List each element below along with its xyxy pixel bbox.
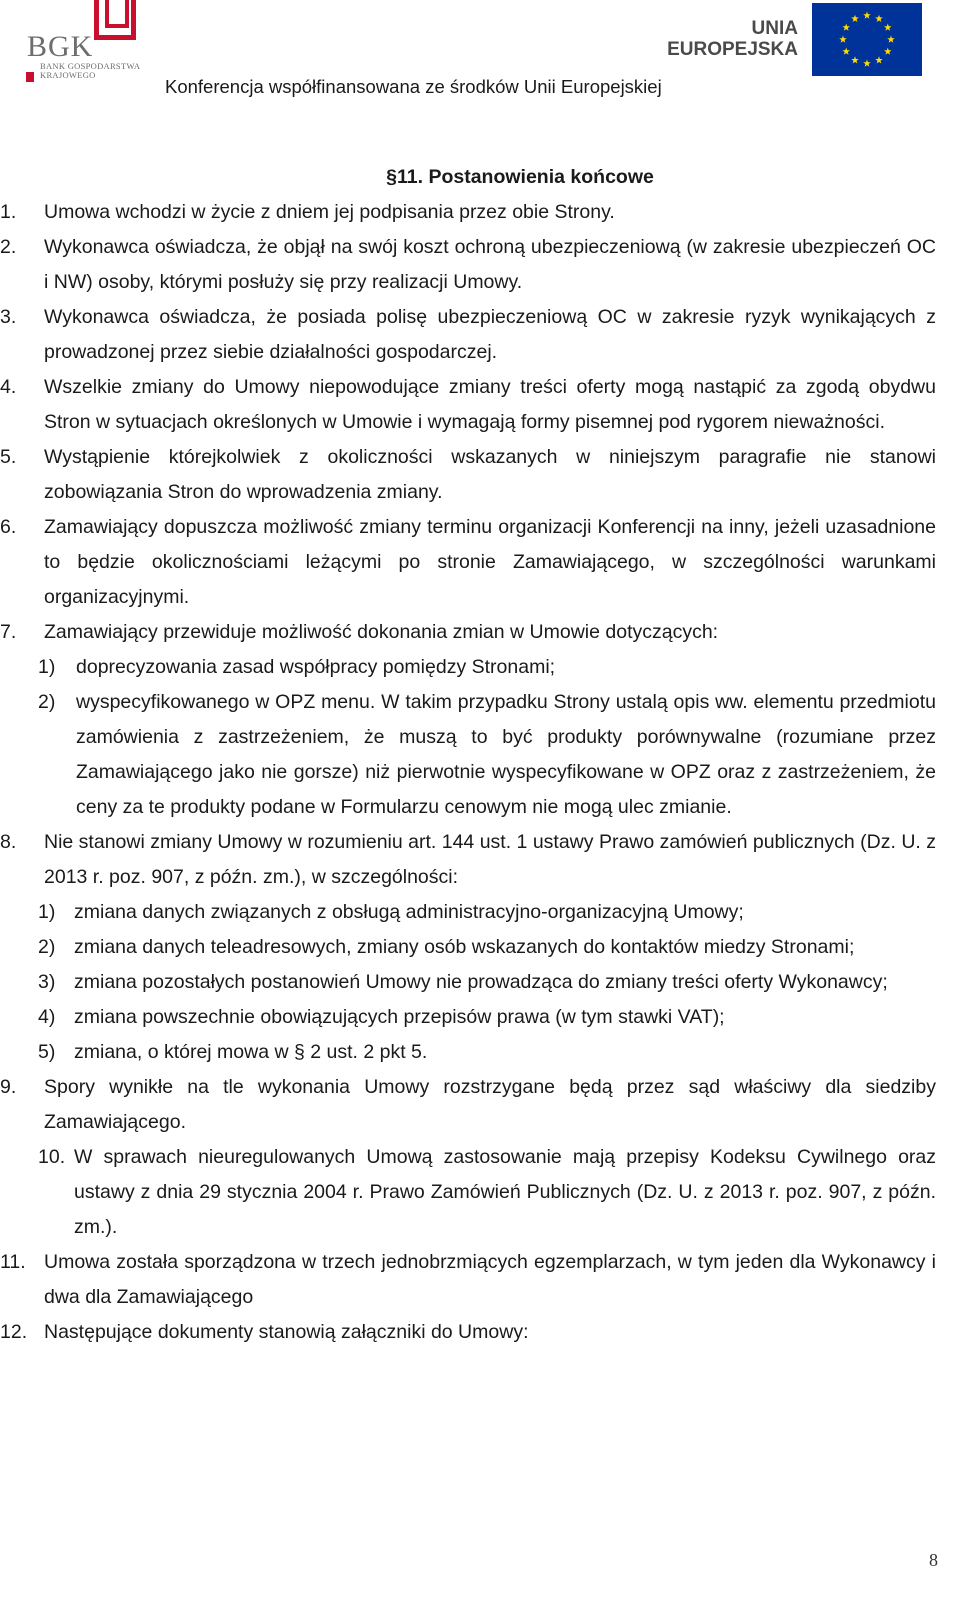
document-body [0, 160, 960, 1350]
list-item: 5. Wystąpienie którejkolwiek z okoliczności wskazanych w niniejszym paragrafie nie stanowi zobowiązania Stron do wprowadzenia zmiany. [0, 446, 936, 503]
sub-list-item: 2) wyspecyfikowanego w OPZ menu. W takim przypadku Strony ustalą opis ww. elementu przedmiotu zamówienia z zastrzeżeniem, że muszą to być produkty porównywalne (rozumiane przez Zamawiającego jako nie gorsze) niż pierwotnie wyspecyfikowane w OPZ oraz z zastrzeżeniem, że ceny za te produkty podane w Formularzu cenowym nie mogą ulec zmianie. [38, 691, 936, 818]
bgk-logo-mark [94, 0, 136, 40]
list-item: 8. Nie stanowi zmiany Umowy w rozumieniu art. 144 ust. 1 ustawy Prawo zamówień publicznych (Dz. U. z 2013 r. poz. 907, z późn. zm.), w szczególności: [0, 831, 936, 888]
list-item: 10. W sprawach nieuregulowanych Umową zastosowanie mają przepisy Kodeksu Cywilnego oraz ustawy z dnia 29 stycznia 2004 r. Prawo Zamówień Publicznych (Dz. U. z 2013 r. poz. 907, z późn. zm.). [38, 1146, 936, 1238]
bgk-logo-text: BGK [27, 30, 94, 63]
eu-flag-icon [812, 3, 922, 76]
bgk-logo [12, 0, 162, 90]
bgk-logo-subtitle: BANK GOSPODARSTWA KRAJOWEGO [40, 61, 141, 80]
list-item: 1. Umowa wchodzi w życie z dniem jej podpisania przez obie Strony. [0, 201, 615, 223]
sub-list-item: 4) zmiana powszechnie obowiązujących przepisów prawa (w tym stawki VAT); [38, 1006, 725, 1028]
eu-label-line1: UNIA [751, 18, 798, 39]
sub-list-item: 3) zmiana pozostałych postanowień Umowy nie prowadząca do zmiany treści oferty Wykonawcy; [38, 971, 888, 993]
list-item: 6. Zamawiający dopuszcza możliwość zmiany terminu organizacji Konferencji na inny, jeżeli uzasadnione to będzie okolicznościami leżącymi po stronie Zamawiającego, w szczególności warunkami organizacyjnymi. [0, 516, 936, 608]
sub-list-item: 1) zmiana danych związanych z obsługą administracyjno-organizacyjną Umowy; [38, 901, 744, 923]
sub-list-item: 5) zmiana, o której mowa w § 2 ust. 2 pkt 5. [38, 1041, 428, 1063]
list-item: 4. Wszelkie zmiany do Umowy niepowodujące zmiany treści oferty mogą nastąpić za zgodą obydwu Stron w sytuacjach określonych w Umowie i wymagają formy pisemnej pod rygorem nieważności. [0, 376, 936, 433]
section-title: §11. Postanowienia końcowe [386, 166, 654, 188]
page-number: 8 [929, 1550, 938, 1570]
main-items-list [0, 195, 960, 1350]
list-item: 2. Wykonawca oświadcza, że objął na swój koszt ochroną ubezpieczeniową (w zakresie ubezpieczeń OC i NW) osoby, którymi posłuży się przy realizacji Umowy. [0, 236, 936, 293]
sub-list-item: 1) doprecyzowania zasad współpracy pomiędzy Stronami; [38, 656, 556, 678]
eu-label [667, 18, 798, 60]
list-item: 3. Wykonawca oświadcza, że posiada polisę ubezpieczeniową OC w zakresie ryzyk wynikających z prowadzonej przez siebie działalności gospodarczej. [0, 306, 936, 363]
list-item: 12. Następujące dokumenty stanowią załączniki do Umowy: [0, 1321, 529, 1343]
eu-label-line2: EUROPEJSKA [667, 39, 798, 60]
bgk-logo-accent [26, 72, 34, 82]
list-item: 11. Umowa została sporządzona w trzech jednobrzmiących egzemplarzach, w tym jeden dla Wykonawcy i dwa dla Zamawiającego [0, 1251, 936, 1308]
conference-cofinancing-line: Konferencja współfinansowana ze środków Unii Europejskiej [165, 76, 662, 97]
sub-list-item: 2) zmiana danych teleadresowych, zmiany osób wskazanych do kontaktów miedzy Stronami; [38, 936, 855, 958]
list-item: 7. Zamawiający przewiduje możliwość dokonania zmian w Umowie dotyczących: [0, 621, 719, 643]
page-header [0, 0, 960, 110]
list-item: 9. Spory wynikłe na tle wykonania Umowy rozstrzygane będą przez sąd właściwy dla siedziby Zamawiającego. [0, 1076, 936, 1133]
